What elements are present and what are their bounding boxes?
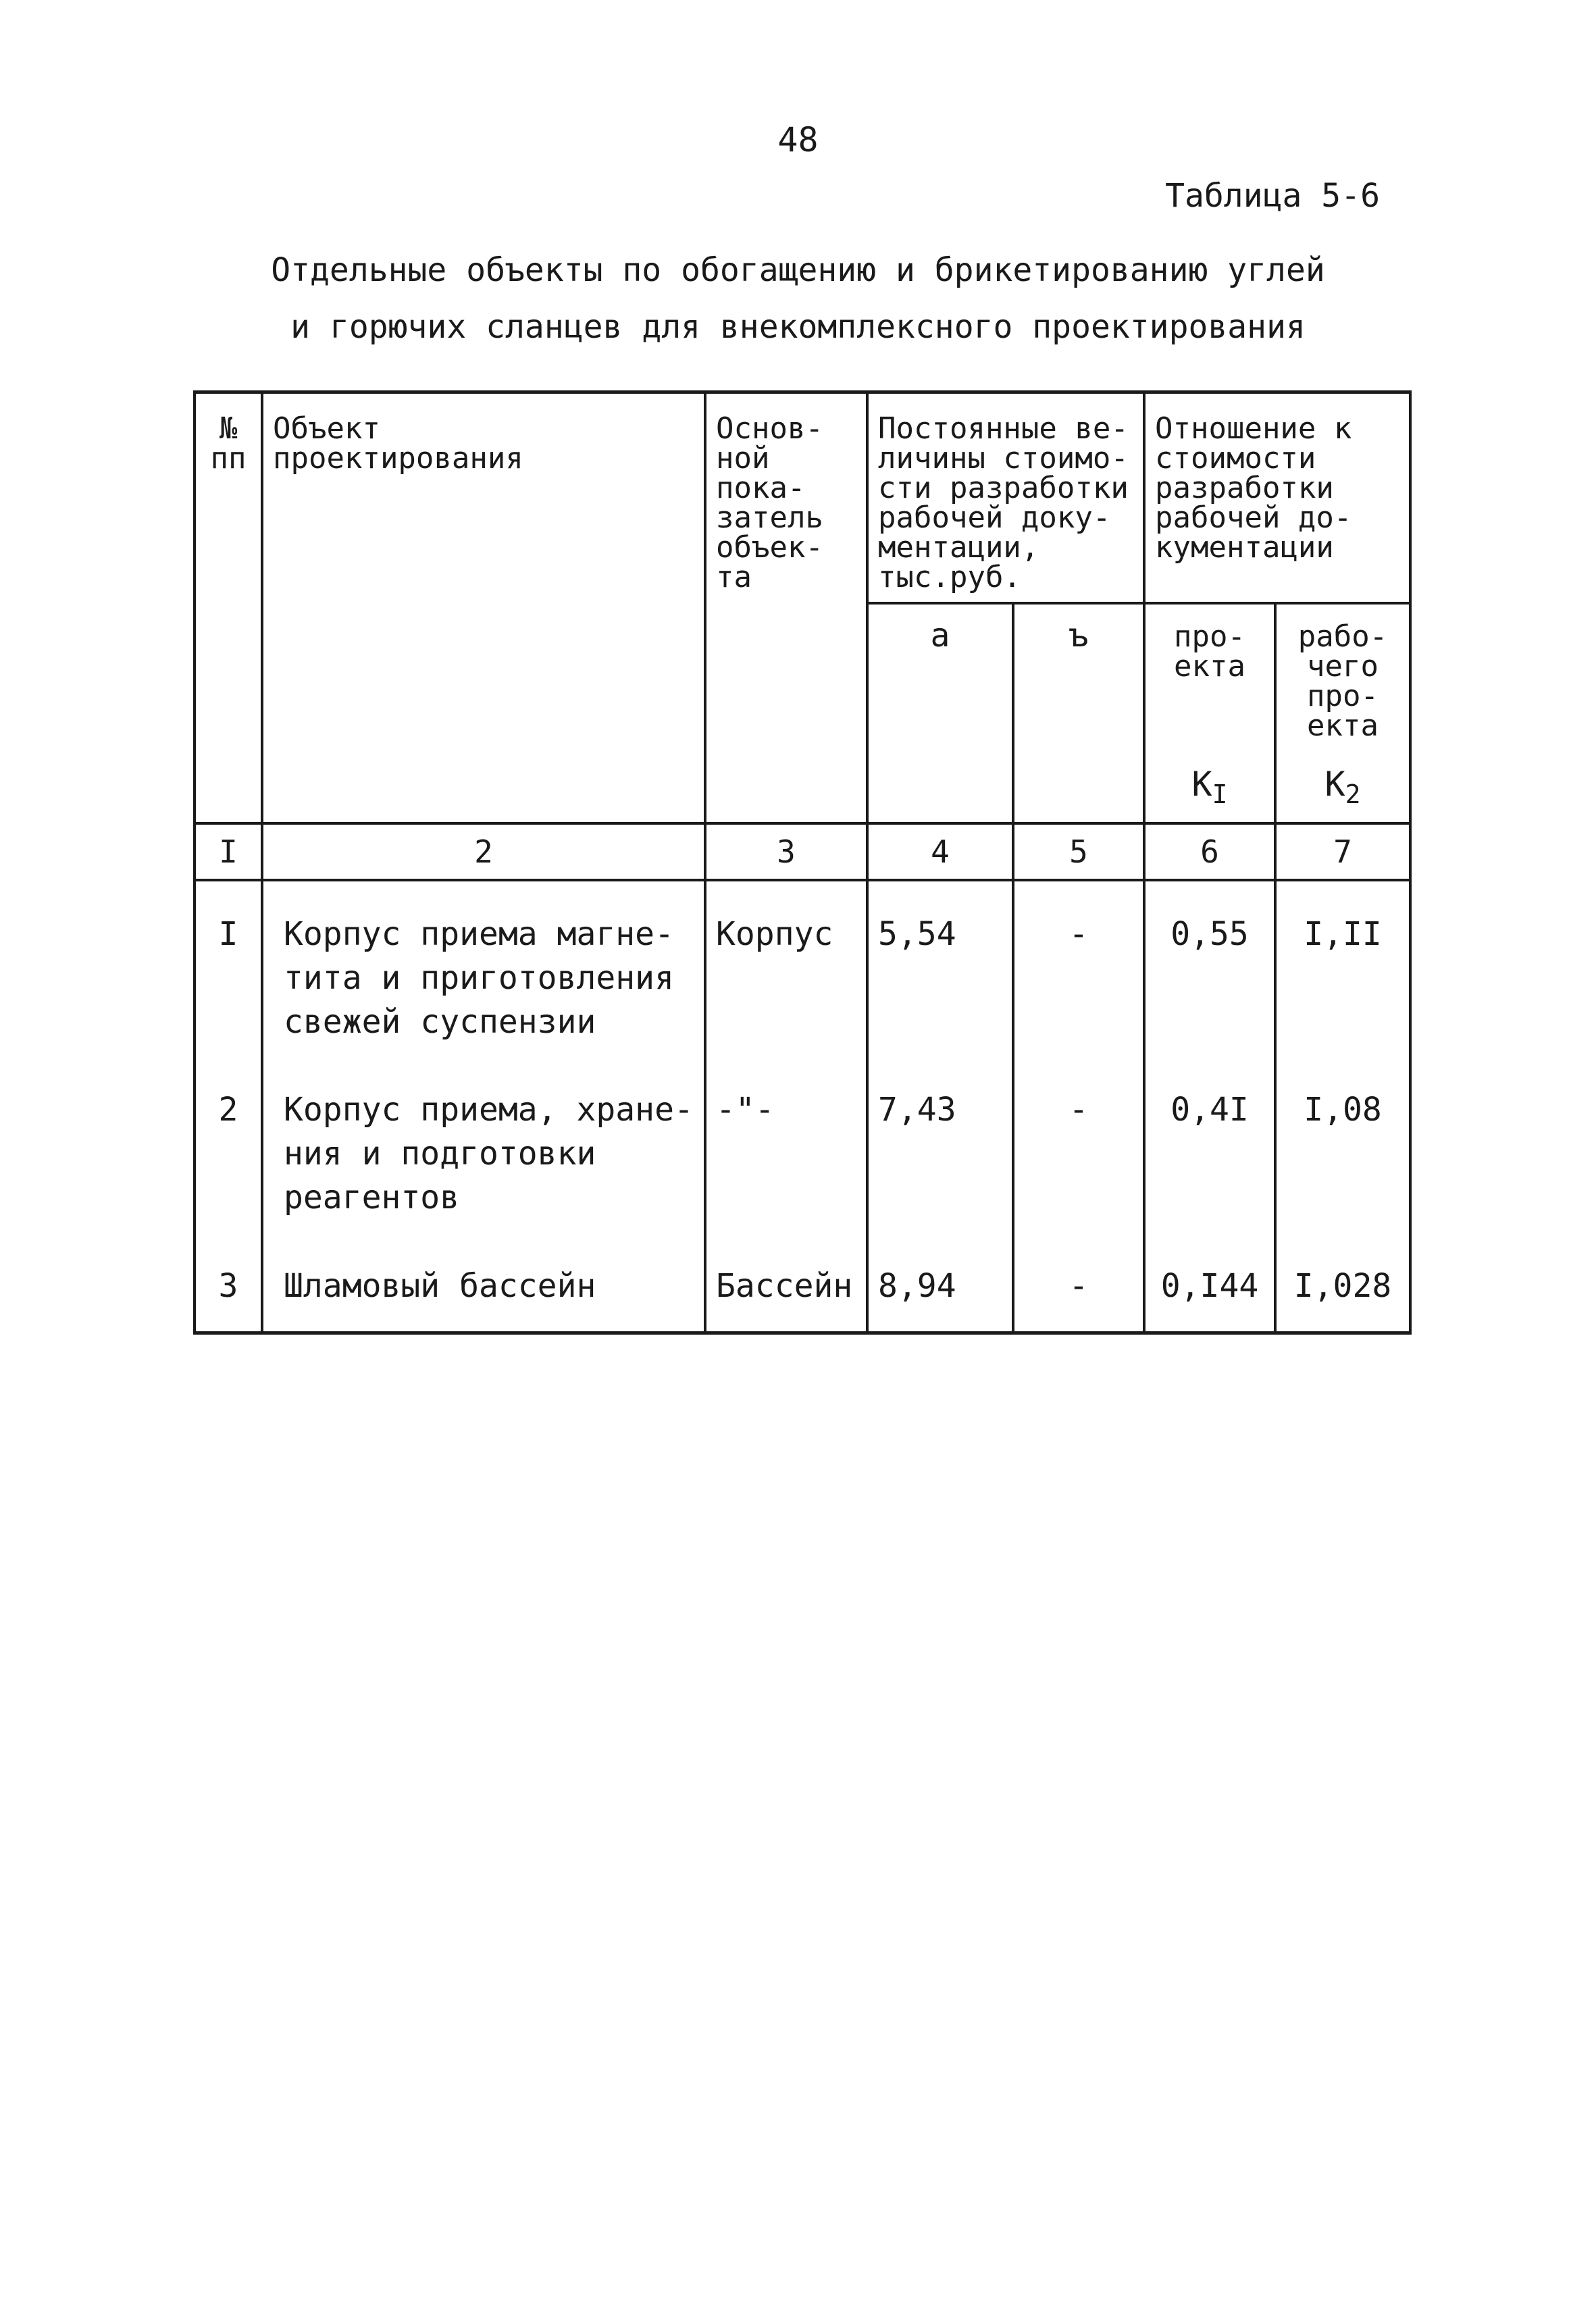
table-row [195,880,1410,1057]
table-caption-line-2: и горючих сланцев для внекомплексного проектирования [290,308,1306,346]
header-indicator: Основ- ной пока- затель объек- та [705,392,867,824]
row-k2: I,II [1275,880,1410,1057]
header-constants: Постоянные ве- личины стоимо- сти разработки рабочей доку- ментации, тыс.руб. [867,392,1144,604]
table-caption-line-1: Отдельные объекты по обогащению и брикетированию углей [271,251,1325,289]
column-number: 5 [1013,823,1144,880]
column-number: I [195,823,262,880]
objects-table [193,390,1412,1335]
row-a: 8,94 [867,1233,1013,1333]
row-a: 7,43 [867,1057,1013,1233]
table-row [195,1057,1410,1233]
row-indicator: -"- [705,1057,867,1233]
row-k1: 0,4I [1144,1057,1275,1233]
column-number: 2 [262,823,705,880]
row-a: 5,54 [867,880,1013,1057]
row-indicator: Бассейн [705,1233,867,1333]
row-k2: I,08 [1275,1057,1410,1233]
row-object: Корпус приема магне- тита и приготовления свежей суспензии [262,880,705,1057]
row-num: I [195,880,262,1057]
row-num: 3 [195,1233,262,1333]
column-numbers-row [195,823,1410,880]
header-k1-symbol: $К_I$ [1191,765,1228,809]
row-indicator: Корпус [705,880,867,1057]
row-k2: I,028 [1275,1233,1410,1333]
table-header-row-1 [195,392,1410,604]
header-k2-symbol: $К_2$ [1324,765,1361,809]
header-k1 [1144,603,1275,823]
row-k1: 0,I44 [1144,1233,1275,1333]
table-label: Таблица 5-6 [1165,177,1380,215]
header-k2 [1275,603,1410,823]
table-row [195,1233,1410,1333]
header-k2-label: рабо- чего про- екта [1297,619,1388,743]
column-number: 3 [705,823,867,880]
column-number: 7 [1275,823,1410,880]
row-object: Корпус приема, хране- ния и подготовки реагентов [262,1057,705,1233]
column-number: 4 [867,823,1013,880]
page-number: 48 [777,120,819,159]
row-b: - [1013,1057,1144,1233]
header-a: а [867,603,1013,823]
header-k1-label: про- екта [1174,619,1245,684]
row-object: Шламовый бассейн [262,1233,705,1333]
header-b: ъ [1013,603,1144,823]
row-num: 2 [195,1057,262,1233]
header-num: № пп [195,392,262,824]
header-ratio: Отношение к стоимости разработки рабочей до- кументации [1144,392,1410,604]
row-b: - [1013,1233,1144,1333]
column-number: 6 [1144,823,1275,880]
row-b: - [1013,880,1144,1057]
row-k1: 0,55 [1144,880,1275,1057]
header-object: Объект проектирования [262,392,705,824]
